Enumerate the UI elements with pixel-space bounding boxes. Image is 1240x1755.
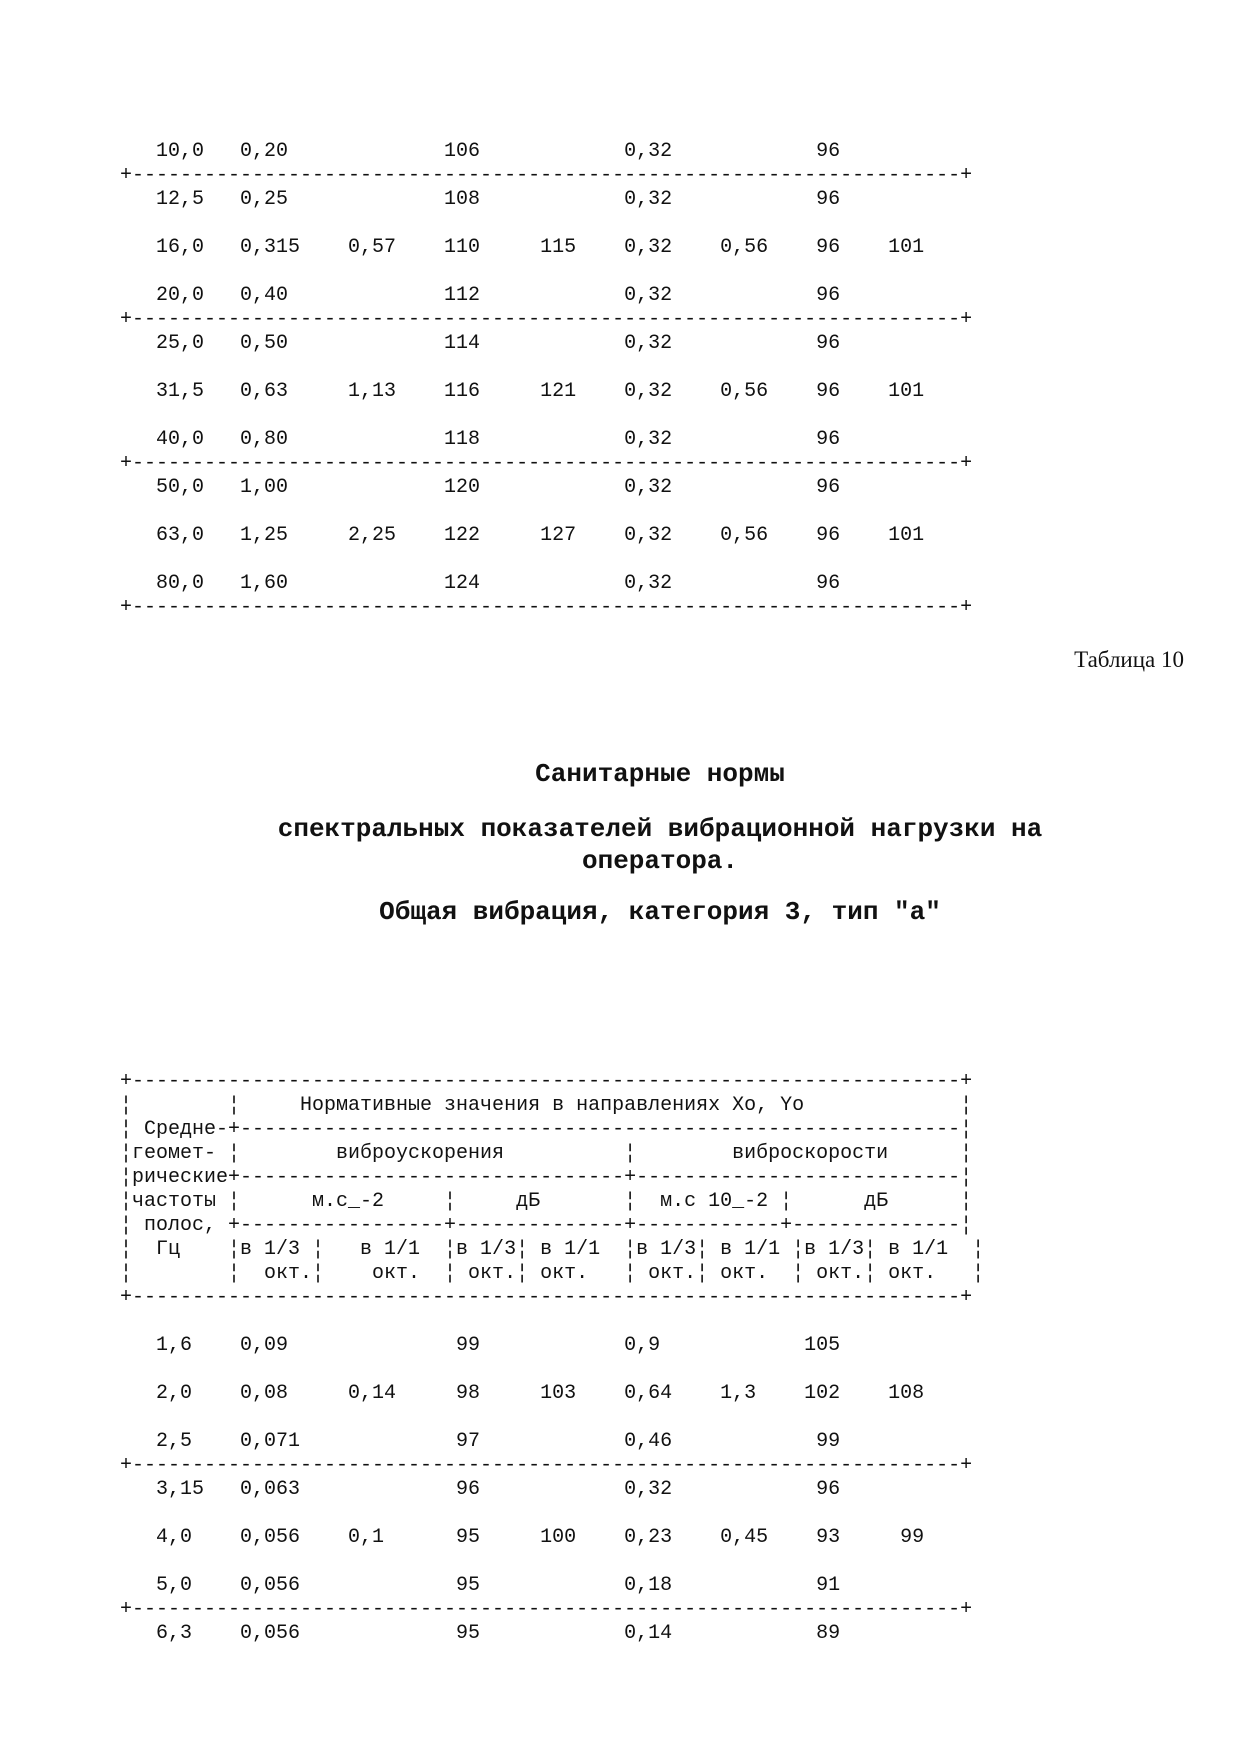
table-label: Таблица 10 (1074, 647, 1184, 672)
table-title-line-2: спектральных показателей вибрационной нагрузки на оператора. (277, 814, 1043, 876)
table-title-line-1: Санитарные нормы (535, 759, 785, 789)
table-title-line-3: Общая вибрация, категория 3, тип "а" (379, 897, 941, 927)
table-10-pseudographic: +---------------------------------------------------------------------+ ¦ ¦ Нормативные значения в направлениях Xo, Yo ¦ ¦ Средне-+------------------------------------------------------------¦ ¦геомет- ¦ виброускорения ¦ виброскорости ¦ ¦рические+--------------------------------+---------------------------¦ ¦частоты ¦ м.с_-2 ¦ дБ ¦ м.с 10_-2 ¦ дБ ¦ ¦ полос, +-----------------+--------------+------------+--------------¦ ¦ Гц ¦в 1/3 ¦ в 1/1 ¦в 1/3¦ в 1/1 ¦в 1/3¦ в 1/1 ¦в 1/3¦ в 1/1 ¦ ¦ ¦ окт.¦ окт. ¦ окт.¦ окт. ¦ окт.¦ окт. ¦ окт.¦ окт. ¦ +---------------------------------------------------------------------+ 1,6 0,09 99 0,9 105 2,0 0,08 0,14 98 103 0,64 1,3 102 108 2,5 0,071 97 0,46 99 +---------------------------------------------------------------------+ 3,15 0,063 96 0,32 96 4,0 0,056 0,1 95 100 0,23 0,45 93 99 5,0 0,056 95 0,18 91 +---------------------------------------------------------------------+ 6,3 0,056 95 0,14 89 (120, 1070, 985, 1645)
table-9-continuation: 10,0 0,20 106 0,32 96 +---------------------------------------------------------------------+ 12,5 0,25 108 0,32 96 16,0 0,315 0,57 110 115 0,32 0,56 96 101 20,0 0,40 112 0,32 96 +---------------------------------------------------------------------+ 25,0 0,50 114 0,32 96 31,5 0,63 1,13 116 121 0,32 0,56 96 101 40,0 0,80 118 0,32 96 +---------------------------------------------------------------------+ 50,0 1,00 120 0,32 96 63,0 1,25 2,25 122 127 0,32 0,56 96 101 80,0 1,60 124 0,32 96 +---------------------------------------------------------------------+ (120, 140, 973, 619)
